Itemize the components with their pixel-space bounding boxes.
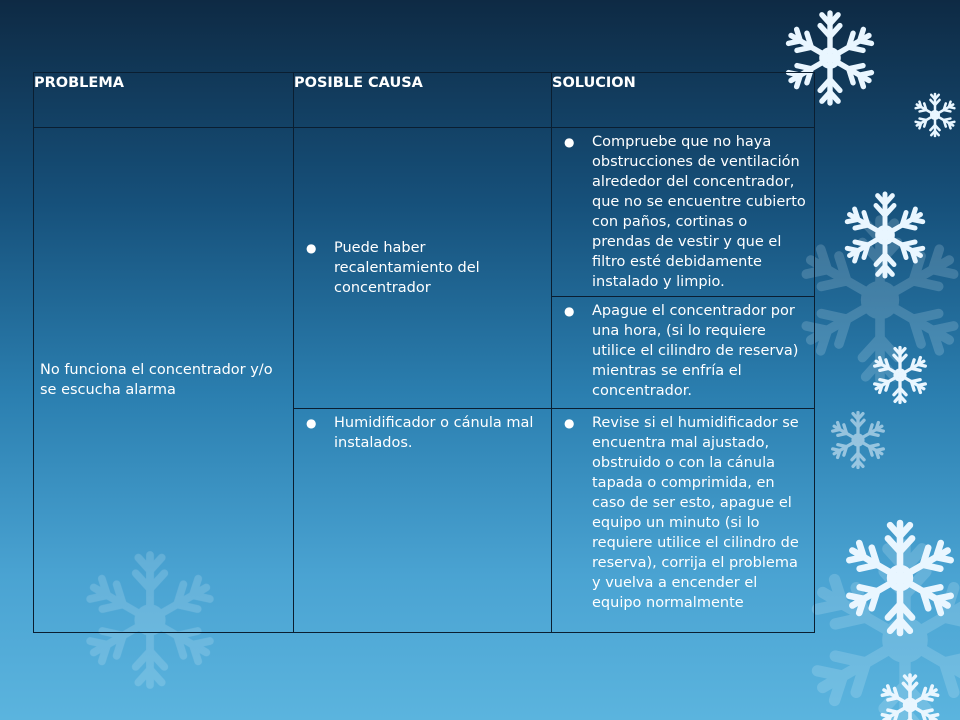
solution-text: Apague el concentrador por una hora, (si lo requiere utilice el cilindro de reserva) mientras se enfría el concentrador. [592, 303, 799, 399]
bullet-icon: ● [306, 416, 317, 430]
troubleshooting-table [33, 72, 815, 633]
bullet-icon: ● [306, 241, 317, 255]
cause-cell [294, 409, 552, 633]
bullet-icon: ● [564, 304, 575, 318]
list-item [294, 234, 551, 302]
bullet-icon: ● [564, 416, 575, 430]
bullet-icon: ● [564, 135, 575, 149]
table-row [34, 128, 815, 297]
cause-cell [294, 128, 552, 409]
header-solucion: SOLUCION [552, 73, 815, 128]
list-item [552, 297, 814, 405]
header-problema: PROBLEMA [34, 73, 294, 128]
cause-text: Puede haber recalentamiento del concentrador [334, 240, 480, 296]
problem-cell: No funciona el concentrador y/o se escucha alarma [34, 128, 294, 633]
table-header-row [34, 73, 815, 128]
solution-cell [552, 128, 815, 297]
header-posible-causa: POSIBLE CAUSA [294, 73, 552, 128]
cause-text: Humidificador o cánula mal instalados. [334, 415, 534, 451]
solution-text: Revise si el humidificador se encuentra mal ajustado, obstruido o con la cánula tapada o comprimida, en caso de ser esto, apague el equipo un minuto (si lo requiere utilice el cilindro de reserva), corrija el problema y vuelva a encender el equipo normalmente [592, 415, 799, 611]
solution-cell [552, 297, 815, 409]
solution-cell [552, 409, 815, 633]
list-item [552, 128, 814, 296]
solution-text: Compruebe que no haya obstrucciones de ventilación alrededor del concentrador, que no se encuentre cubierto con paños, cortinas o prendas de vestir y que el filtro esté debidamente instalado y limpio. [592, 134, 806, 290]
list-item [294, 409, 551, 457]
list-item [552, 409, 814, 617]
